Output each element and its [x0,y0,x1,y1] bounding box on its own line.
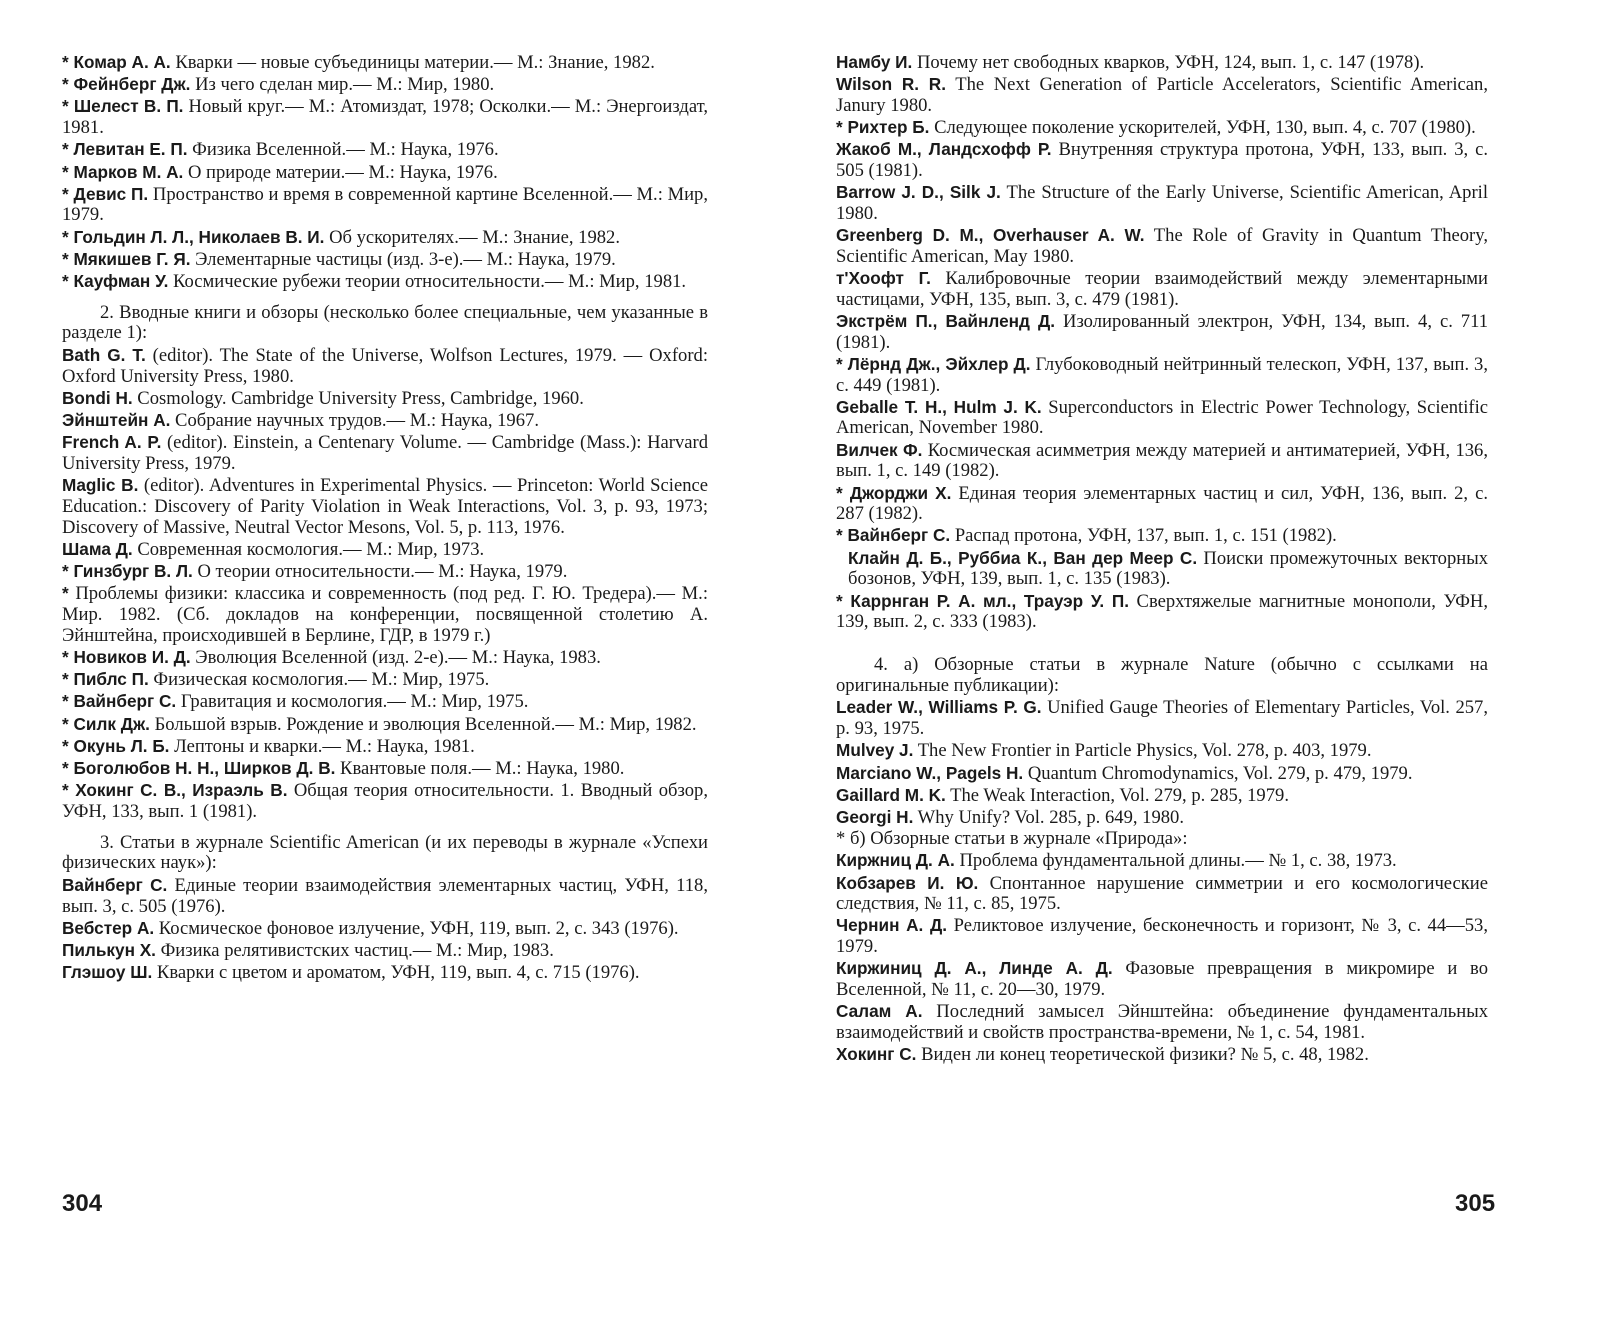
bibliography-entry [836,785,1488,807]
entry-text: Физика релятивистских частиц.— М.: Мир, 1983. [155,940,554,962]
bibliography-entry [62,162,708,184]
entry-author: * Шелест В. П. [62,96,184,117]
entry-text: Проблемы физики: классика и современность (под ред. Г. Ю. Тредера).— М.: Мир. 1982. (Сб. докладов на конференции, посвященной столетию А. Эйнштейна, происходившей в Берлине, ГДР, в 1979 г.) [62,583,708,646]
entry-author: * Левитан Е. П. [62,139,188,160]
entry-text: Superconductors in Electric Power Technology, Scientific American, November 1980. [836,396,1488,439]
bibliography-entry [62,962,708,984]
entry-author: * Гинзбург В. Л. [62,561,193,582]
bibliography-entry [62,184,708,226]
entry-author: * [62,583,69,604]
entry-author: Чернин А. Д. [836,915,948,936]
entry-author: Georgi H. [836,806,914,827]
bibliography-entry [62,96,708,138]
entry-text: Cosmology. Cambridge University Press, Cambridge, 1960. [132,388,584,410]
entry-author: French A. P. [62,432,162,453]
entry-text: Последний замысел Эйнштейна: объединение фундаментальных взаимодействий и свойств пространства-времени, № 1, с. 54, 1981. [836,1001,1488,1043]
entry-text: Кварки с цветом и ароматом, УФН, 119, вып. 4, с. 715 (1976). [152,962,640,984]
entry-author: * Мякишев Г. Я. [62,248,191,269]
bibliography-entry [836,697,1488,739]
entry-author: Вебстер А. [62,917,155,938]
entry-text: Космическое фоновое излучение, УФН, 119, вып. 2, с. 343 (1976). [154,917,679,939]
section-heading: 4. а) Обзорные статьи в журнале Nature (обычно с ссылками на оригинальные публикации): [836,653,1488,696]
entry-text: Элементарные частицы (изд. 3-е).— М.: Наука, 1979. [190,248,616,270]
bibliography-entry [62,758,708,780]
bibliography-entry [836,74,1488,116]
entry-text: Физическая космология.— М.: Мир, 1975. [148,669,490,691]
bibliography-entry [62,410,708,432]
entry-text: Следующее поколение ускорителей, УФН, 130, вып. 4, с. 707 (1980). [929,117,1476,139]
entry-author: * Фейнберг Дж. [62,74,191,95]
bibliography-entry [62,940,708,962]
entry-text: The Structure of the Early Universe, Scientific American, April 1980. [836,182,1488,224]
right-page [836,52,1488,1066]
entry-text: Почему нет свободных кварков, УФН, 124, вып. 1, с. 147 (1978). [912,52,1425,73]
bibliography-entry [836,182,1488,224]
entry-author: * Джорджи Х. [836,482,952,503]
bibliography-entry [62,345,708,387]
bibliography-entry [62,875,708,917]
entry-author: * Марков М. А. [62,161,184,182]
entry-author: Киржиниц Д. А., Линде А. Д. [836,958,1113,979]
entry-author: Mulvey J. [836,740,914,761]
entry-text: The Next Generation of Particle Accelerators, Scientific American, Janury 1980. [836,74,1488,116]
entry-author: Geballe T. H., Hulm J. K. [836,396,1042,417]
bibliography-entry [62,227,708,249]
entry-author: Gaillard M. K. [836,784,946,805]
entry-text: Квантовые поля.— М.: Наука, 1980. [335,758,625,779]
entry-text: Quantum Chromodynamics, Vol. 279, p. 479, 1979. [1023,762,1413,784]
bibliography-entry [62,475,708,538]
bibliography-entry [836,807,1488,829]
bibliography-entry [62,691,708,713]
entry-text: Пространство и время в современной картине Вселенной.— М.: Мир, 1979. [62,183,708,226]
bibliography-entry [836,915,1488,957]
entry-text: Проблема фундаментальной длины.— № 1, с. 38, 1973. [954,850,1397,872]
bibliography-entry [62,249,708,271]
entry-author: Киржниц Д. А. [836,850,955,871]
entry-text: Калибровочные теории взаимодействий между элементарными частицами, УФН, 135, вып. 3, с. 479 (1981). [836,268,1488,310]
entry-author: Пилькун Х. [62,940,156,961]
bibliography-entry [62,669,708,691]
entry-author: Maglic B. [62,475,139,496]
entry-author: Намбу И. [836,52,913,72]
bibliography-entry [836,52,1488,74]
bibliography-entry [836,525,1488,547]
entry-text: Сверхтяжелые магнитные монополи, УФН, 139, вып. 2, с. 333 (1983). [836,590,1488,633]
bibliography-entry [836,483,1488,525]
entry-author: Кобзарев И. Ю. [836,872,979,893]
bibliography-entry [62,539,708,561]
entry-text: Реликтовое излучение, бесконечность и горизонт, № 3, с. 44—53, 1979. [836,915,1488,958]
entry-author: * Новиков И. Д. [62,646,191,667]
bibliography-entry [62,647,708,669]
bibliography-entry [836,873,1488,915]
entry-author: Салам А. [836,1001,923,1022]
entry-text: Виден ли конец теоретической физики? № 5, с. 48, 1982. [916,1044,1369,1066]
page-number-right: 305 [1455,1190,1496,1217]
entry-text: Новый круг.— М.: Атомиздат, 1978; Осколки.— М.: Энергоиздат, 1981. [62,96,708,139]
entry-text: Фазовые превращения в микромире и во Вселенной, № 11, с. 20—30, 1979. [836,958,1488,1001]
entry-author: * Хокинг С. В., Израэль В. [62,780,288,801]
entry-text: * б) Обзорные статьи в журнале «Природа»: [836,828,1188,850]
bibliography-entry [62,714,708,736]
entry-text: О природе материи.— М.: Наука, 1976. [183,161,498,183]
entry-text: Об ускорителях.— М.: Знание, 1982. [324,226,621,248]
entry-text: The Weak Interaction, Vol. 279, p. 285, 1979. [945,784,1289,806]
entry-text: Современная космология.— М.: Мир, 1973. [132,538,485,560]
entry-text: Unified Gauge Theories of Elementary Particles, Vol. 257, p. 93, 1975. [836,697,1488,740]
bibliography-entry [836,740,1488,762]
entry-author: * Гольдин Л. Л., Николаев В. И. [62,226,325,247]
entry-author: * Пиблс П. [62,669,149,690]
entry-author: Хокинг С. [836,1044,917,1065]
section-heading: 3. Статьи в журнале Scientific American (и их переводы в журнале «Успехи физических наук»): [62,831,708,874]
entry-text: Изолированный электрон, УФН, 134, вып. 4, с. 711 (1981). [836,310,1489,353]
entry-author: * Каррнган Р. А. мл., Трауэр У. П. [836,590,1129,611]
entry-text: Физика Вселенной.— М.: Наука, 1976. [187,139,499,161]
entry-author: * Кауфман У. [62,271,169,292]
bibliography-entry [62,52,708,74]
entry-text: Из чего сделан мир.— М.: Мир, 1980. [190,74,495,96]
bibliography-entry [62,780,708,822]
entry-author: Вайнберг С. [62,875,168,896]
bibliography-entry [62,432,708,474]
entry-author: Marciano W., Pagels H. [836,762,1024,783]
bibliography-entry [836,850,1488,872]
bibliography-entry [836,440,1488,482]
entry-author: * Комар А. А. [62,52,171,72]
bibliography-entry [836,1044,1488,1066]
entry-author: Шама Д. [62,538,133,559]
entry-author: Клайн Д. Б., Руббиа К., Ван дер Меер С. [848,547,1198,568]
entry-text: Распад протона, УФН, 137, вып. 1, с. 151 (1982). [950,525,1337,547]
entry-author: * Боголюбов Н. Н., Ширков Д. В. [62,758,336,778]
bibliography-entry [836,354,1488,396]
entry-text: (editor). Adventures in Experimental Physics. — Princeton: World Science Education.: Discovery of Parity Violation in Weak Interactions, Vol. 3, p. 93, 1973; Discovery of Massive, Neutral Vector Mesons, Vol. 5, p. 113, 1976. [62,475,708,538]
entry-text: Собрание научных трудов.— М.: Наука, 1967. [170,410,539,432]
entry-author: Barrow J. D., Silk J. [836,182,1001,203]
entry-text: Эволюция Вселенной (изд. 2-е).— М.: Наука, 1983. [190,646,601,668]
entry-author: т'Хоофт Г. [836,268,931,289]
entry-author: Greenberg D. M., Overhauser A. W. [836,225,1145,246]
entry-text: The New Frontier in Particle Physics, Vol. 278, p. 403, 1979. [913,740,1372,762]
bibliography-entry [62,583,708,646]
bibliography-entry [836,225,1488,267]
bibliography-entry [62,139,708,161]
entry-text: Космические рубежи теории относительности.— М.: Мир, 1981. [168,271,687,293]
entry-author: * Окунь Л. Б. [62,735,170,756]
entry-text: Внутренняя структура протона, УФН, 133, вып. 3, с. 505 (1981). [836,139,1488,182]
entry-text: Общая теория относительности. 1. Вводный обзор, УФН, 133, вып. 1 (1981). [62,780,708,822]
bibliography-entry [836,397,1488,439]
entry-text: Большой взрыв. Рождение и эволюция Вселенной.— М.: Мир, 1982. [149,713,697,735]
entry-text: Поиски промежуточных векторных бозонов, УФН, 139, вып. 1, с. 135 (1983). [848,547,1488,590]
entry-text: Космическая асимметрия между материей и антиматерией, УФН, 136, вып. 1, с. 149 (1982). [836,439,1488,482]
bibliography-entry [836,117,1488,139]
entry-text: Лептоны и кварки.— М.: Наука, 1981. [169,735,475,757]
bibliography-entry [836,311,1488,353]
entry-author: Жакоб М., Ландсхофф Р. [836,139,1052,160]
entry-text: (editor). Einstein, a Centenary Volume. — Cambridge (Mass.): Harvard University Press, 1979. [62,432,708,475]
entry-author: Leader W., Williams P. G. [836,697,1042,718]
left-page [62,52,708,985]
bibliography-entry [836,829,1488,850]
entry-author: * Лёрнд Дж., Эйхлер Д. [836,353,1031,374]
entry-author: Эйнштейн А. [62,410,171,431]
bibliography-entry [836,591,1488,633]
bibliography-entry [836,763,1488,785]
entry-text: Единые теории взаимодействия элементарных частиц, УФН, 118, вып. 3, с. 505 (1976). [62,875,708,917]
entry-author: Bondi H. [62,388,133,409]
bibliography-entry [62,561,708,583]
bibliography-entry [836,268,1488,310]
entry-author: Экстрём П., Вайнленд Д. [836,310,1056,331]
bibliography-entry [836,958,1488,1000]
entry-text: The Role of Gravity in Quantum Theory, Scientific American, May 1980. [836,225,1488,267]
entry-author: Wilson R. R. [836,74,946,95]
entry-author: * Рихтер Б. [836,117,930,138]
entry-author: Вилчек Ф. [836,439,923,460]
entry-text: О теории относительности.— М.: Наука, 1979. [192,561,568,583]
entry-author: * Вайнберг С. [836,525,951,546]
entry-author: Глэшоу Ш. [62,962,153,983]
entry-author: * Девис П. [62,183,149,204]
bibliography-entry [62,271,708,293]
entry-text: Why Unify? Vol. 285, p. 649, 1980. [913,806,1185,828]
section-heading: 2. Вводные книги и обзоры (несколько более специальные, чем указанные в разделе 1): [62,301,708,344]
bibliography-entry [62,74,708,96]
entry-author: * Вайнберг С. [62,691,177,712]
bibliography-entry [836,1001,1488,1043]
entry-text: Единая теория элементарных частиц и сил, УФН, 136, вып. 2, с. 287 (1982). [836,482,1488,525]
entry-text: Гравитация и космология.— М.: Мир, 1975. [176,691,529,713]
bibliography-entry [62,736,708,758]
entry-text: Кварки — новые субъединицы материи.— М.: Знание, 1982. [170,52,655,73]
bibliography-entry [836,548,1488,590]
entry-author: Bath G. T. [62,345,146,366]
entry-author: * Силк Дж. [62,713,150,734]
entry-text: (editor). The State of the Universe, Wolfson Lectures, 1979. — Oxford: Oxford University Press, 1980. [62,345,708,387]
bibliography-entry [836,139,1488,181]
entry-text: Глубоководный нейтринный телескоп, УФН, 137, вып. 3, с. 449 (1981). [836,353,1488,396]
entry-text: Спонтанное нарушение симметрии и его космологические следствия, № 11, с. 85, 1975. [836,872,1488,915]
bibliography-entry [62,388,708,410]
bibliography-entry [62,918,708,940]
page-number-left: 304 [62,1190,103,1217]
